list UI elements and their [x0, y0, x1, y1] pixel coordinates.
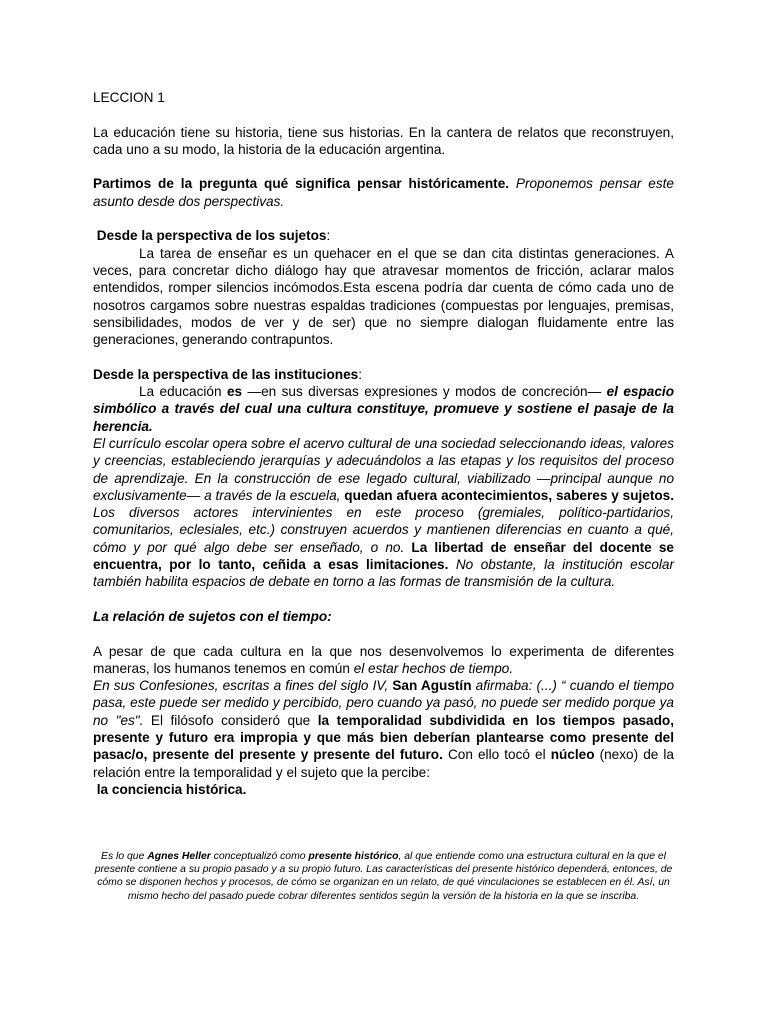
text-run: El filósofo consideró que: [143, 712, 318, 728]
heller-quote: [93, 850, 674, 903]
document-body: [93, 89, 674, 798]
text-run-bold: La libertad de enseñar del docente se encuentra, por lo tanto, ceñida a esas limitaciones.: [93, 539, 674, 573]
instituciones-heading-line: [93, 366, 674, 383]
tiempo-paragraph-1: [93, 643, 674, 678]
question-paragraph: [93, 175, 674, 210]
sujetos-heading-line: [93, 227, 674, 244]
text-run-bold: la temporalidad subdividida en los tiempos pasado, presente y futuro era impropia y que más bien deberían plantearse como presente del pasac/o, presente del presente y presente del futuro.: [93, 712, 675, 763]
text-run: Es lo que: [101, 851, 148, 862]
question-bold: Partimos de la pregunta qué significa pensar históricamente.: [93, 176, 510, 192]
text-run: , al que entiende como una estructura cultural en la que el presente contiene a su propio pasado y a su propio futuro. Las características del presente histórico dependerá, entonces, de cómo se disponen hechos y procesos, de cómo se organizan en un relato, de qué vinculaciones se establecen en él. Así, un mismo hecho del pasado puede cobrar diferentes sentidos según la versión de la historia en la que se inscriba.: [94, 851, 673, 902]
sujetos-paragraph: La tarea de enseñar es un quehacer en el que se dan cita distintas generaciones. A veces, para concretar dicho diálogo hay que atravesar momentos de fricción, aclarar malos entendidos, romper silencios incómodos.Esta escena podría dar cuenta de cómo cada uno de nosotros cargamos sobre nuestras espaldas tradiciones (compuestas por lenguajes, premisas, sensibilidades, modos de ver y de ser) que no siempre dialogan fluidamente entre las generaciones, generando contrapuntos.: [93, 245, 674, 348]
instituciones-colon: :: [358, 366, 362, 382]
text-run-bold: presente histórico: [308, 851, 399, 862]
instituciones-heading: Desde la perspectiva de las instituciones: [93, 366, 359, 382]
sujetos-colon: :: [326, 228, 331, 244]
sujetos-heading: Desde la perspectiva de los sujetos: [96, 228, 327, 244]
instituciones-paragraph-2: [93, 435, 674, 591]
text-run: —en sus diversas expresiones y modos de concreción—: [242, 384, 607, 400]
text-run-italic: El currículo escolar opera sobre el acervo cultural de una sociedad seleccionando ideas, valores y creencias, estableciendo jerarquías y adecuándolos a las etapas y los requisitos del proceso de aprendizaje. En la construcción de ese legado cultural, viabilizado —principal aunque no exclusivamente— a través de la escuela,: [93, 435, 674, 503]
text-run-bold: quedan afuera acontecimientos, saberes y sujetos.: [344, 487, 674, 503]
text-run-bold-italic: el espacio simbólico a través del cual una cultura constituye, promueve y sostiene el pasaje de la herencia.: [93, 384, 675, 434]
text-run-italic: afirmaba: (...) “ cuando el tiempo pasa, este puede ser medido y percibido, pero cuando ya pasó, no puede ser medido porque ya no "es".: [93, 678, 675, 728]
text-run: Con ello tocó el: [442, 747, 551, 763]
conciencia-line: [93, 781, 674, 798]
text-run: La educación: [139, 384, 227, 400]
text-run: conceptualizó como: [210, 851, 309, 862]
lesson-title: LECCION 1: [93, 90, 165, 105]
text-run-bold: San Agustín: [392, 678, 472, 694]
text-run-italic: Los diversos actores intervinientes en este proceso (gremiales, político-partidarios, comunitarios, eclesiales, etc.) construyen acuerdos y mantienen diferencias en cuanto a qué, cómo y por qué algo debe ser enseñado, o no.: [93, 505, 674, 555]
instituciones-paragraph-1: [93, 383, 674, 435]
conciencia-historica: la conciencia histórica.: [96, 781, 247, 797]
tiempo-heading-line: [93, 608, 674, 625]
text-run: A pesar de que cada cultura en la que nos desenvolvemos lo experimenta de diferentes maneras, los humanos tenemos en común: [93, 643, 674, 676]
tiempo-heading: La relación de sujetos con el tiempo:: [93, 608, 332, 624]
intro-paragraph: La educación tiene su historia, tiene sus historias. En la cantera de relatos que reconstruyen, cada uno a su modo, la historia de la educación argentina.: [93, 124, 674, 157]
text-run-italic: No obstante, la institución escolar también habilita espacios de debate en torno a las formas de transmisión de la cultura.: [93, 557, 674, 590]
text-run-bold: Agnes Heller: [147, 851, 211, 862]
text-run-italic: En sus Confesiones, escritas a fines del siglo IV,: [93, 678, 393, 694]
text-run-italic: el estar hechos de tiempo.: [353, 660, 514, 676]
text-run: (nexo) de la relación entre la temporalidad y el sujeto que la percibe:: [93, 747, 674, 780]
text-run-bold: núcleo: [550, 747, 595, 763]
tiempo-paragraph-2: [93, 677, 674, 781]
question-italic: Proponemos pensar este asunto desde dos perspectivas.: [93, 176, 674, 209]
text-run-bold: es: [226, 384, 243, 400]
